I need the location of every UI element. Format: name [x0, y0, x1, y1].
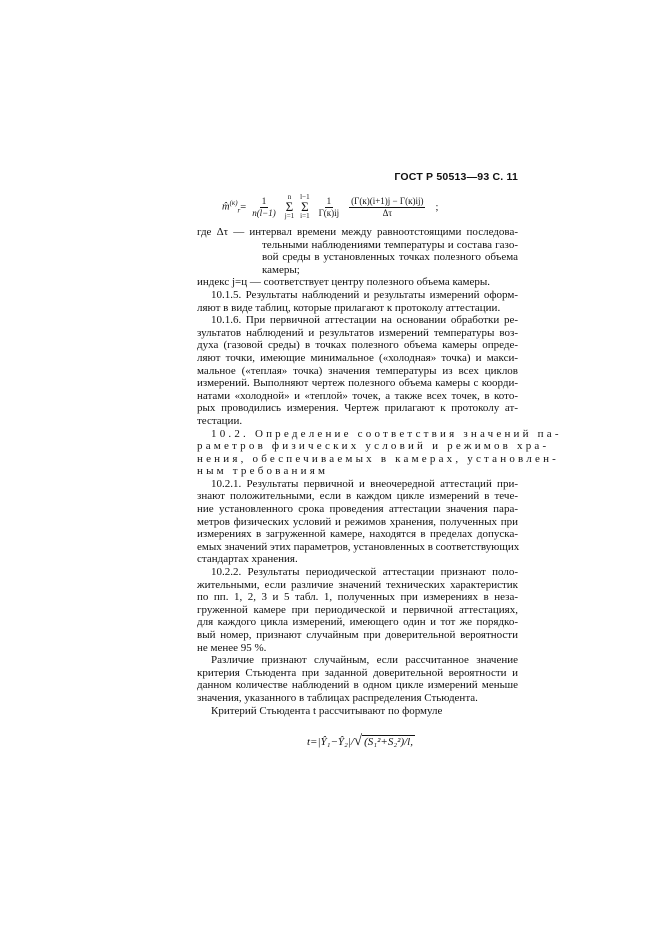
text-line: 10.2.1. Результаты первичной и внеочередной аттестаций при- [211, 477, 518, 490]
paragraph [197, 478, 518, 566]
text-line: критерия Стьюдента при заданной доверительной вероятности и [197, 666, 518, 679]
formula2-lhs: t=|Ŷ₁−Ŷ₂|/ [307, 736, 354, 748]
text-line: емых значений этих параметров, установленных в соответствующих [197, 540, 520, 553]
formula-eq: = [240, 201, 247, 213]
text-line: ние установленного срока проведения аттестации значения пара- [197, 503, 518, 516]
formula-end: ; [435, 201, 439, 213]
text-line: камеры; [262, 263, 300, 276]
text-line: метров физических условий и режимов хранения, полученных при [197, 515, 518, 528]
text-line: зультатов наблюдений и результатов измерений температуры воз- [197, 326, 518, 339]
text-line: рых проводились измерения. Чертеж прилагают к протоколу ат- [197, 402, 518, 415]
text-line: ляют в виде таблиц, которые прилагают к протоколу аттестации. [197, 301, 501, 314]
text-line: тельными наблюдениями температуры и состава газо- [262, 238, 518, 251]
paragraph [197, 705, 518, 718]
text-line: измерениях в загруженной камере, находятся в пределах допуска- [197, 528, 518, 541]
text-line: измерений. Выполняют чертеж полезного объема камеры с коорди- [197, 377, 518, 390]
text-line: жительными, если различие значений технических характеристик [197, 578, 518, 591]
text-line: ным требованиям [197, 465, 329, 478]
text-line: 10.2. Определение соответствия значений па- [211, 427, 562, 440]
paragraph [197, 314, 518, 427]
text-line: духа (газовой среды) в точках полезного объема камеры опреде- [197, 339, 518, 352]
text-line: натами «холодной» и «теплой» точек, а также всех точек, в кото- [197, 389, 518, 402]
document-body [197, 226, 562, 717]
fraction-2: $\frac{1}{\Gamma(к)ij}$ [318, 195, 340, 218]
text-line: индекс j=ц — соответствует центру полезного объема камеры. [197, 276, 491, 289]
sum-j: n Σ j=1 [284, 193, 295, 220]
text-line: не менее 95 %. [197, 641, 267, 654]
formula-student-t [307, 733, 415, 750]
text-line: мальное («теплая» точка) значения температуры из всех циклов [197, 364, 518, 377]
paragraph [197, 276, 518, 289]
paragraph [197, 654, 518, 704]
paragraph [197, 566, 518, 654]
text-line: Различие признают случайным, если рассчитанное значение [211, 654, 518, 667]
text-line: вой среды в установленных точках полезного объема [262, 251, 518, 264]
fraction-1: $\frac{1}{n(l-1)}$ [252, 195, 276, 218]
formula2-radicand: (S₁²+S₂²)/l, [364, 736, 413, 748]
text-line: для каждого цикла измерений, имеющего один и тот же порядко- [197, 616, 518, 629]
text-line: где Δτ — интервал времени между равноотстоящими последова- [197, 226, 518, 238]
text-line: груженной камере при периодической и первичной аттестациях, [197, 603, 518, 616]
text-line: данном количестве наблюдений в одном цикле измерений меньше [197, 679, 518, 692]
text-line: 10.2.2. Результаты периодической аттестации признают поло- [211, 566, 518, 579]
sum-i: l−1 Σ i=1 [300, 193, 310, 220]
text-line: Критерий Стьюдента t рассчитывают по формуле [211, 704, 443, 717]
text-line: по пп. 1, 2, 3 и 5 табл. 1, полученных при измерениях в неза- [197, 591, 518, 604]
paragraph [197, 427, 562, 478]
text-line: знают положительными, если в каждом цикле измерений в тече- [197, 490, 518, 503]
text-line: ляют точки, имеющие минимальное («холодная» точка) и макси- [197, 351, 518, 364]
text-line: нения, обеспечиваемых в камерах, установлен- [197, 452, 560, 465]
formula-m-r [222, 194, 438, 220]
fraction-3: $\frac{(\Gamma(к)(i+1)j - \Gamma(к)ij)}{\Delta\tau}$ [351, 195, 424, 218]
text-line: 10.1.5. Результаты наблюдений и результаты измерений оформ- [211, 288, 518, 301]
text-line: стандартах хранения. [197, 553, 298, 566]
text-line: значения, указанного в таблицах распределения Стьюдента. [197, 691, 478, 704]
formula-lhs: m̂$^{(к)}_r$ [222, 199, 241, 215]
text-line: вый номер, признают случайным при доверительной вероятности [197, 629, 518, 641]
paragraph [197, 226, 518, 276]
document-header: ГОСТ Р 50513—93 С. 11 [394, 171, 518, 183]
paragraph [197, 289, 518, 314]
text-line: тестации. [197, 414, 243, 427]
text-line: раметров физических условий и режимов хра- [197, 440, 550, 453]
radical-sign: √ [353, 733, 363, 749]
text-line: 10.1.6. При первичной аттестации на основании обработки ре- [211, 314, 518, 327]
